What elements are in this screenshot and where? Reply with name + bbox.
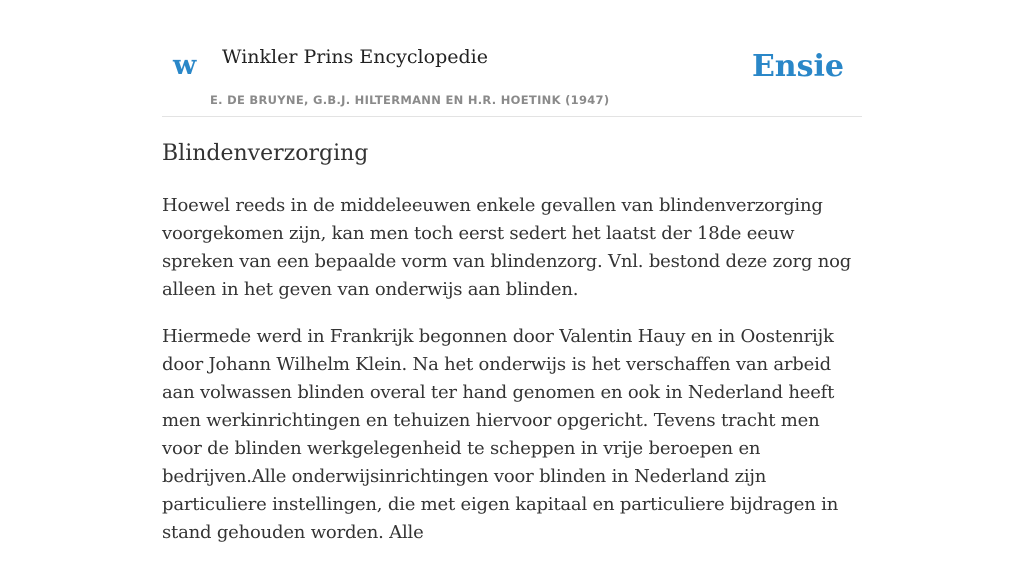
article-body — [162, 192, 862, 547]
winkler-prins-logo[interactable]: w — [173, 50, 197, 81]
article-title: Blindenverzorging — [162, 141, 369, 166]
encyclopedia-title[interactable]: Winkler Prins Encyclopedie — [222, 46, 488, 68]
encyclopedia-authors: E. DE BRUYNE, G.B.J. HILTERMANN EN H.R. HOETINK (1947) — [210, 93, 610, 107]
article-paragraph-1: Hoewel reeds in de middeleeuwen enkele gevallen van blindenverzorging voorgekomen zijn, kan men toch eerst sedert het laatst der 18de eeuw spreken van een bepaalde vorm van blindenzorg. Vnl. bestond deze zorg nog alleen in het geven van onderwijs aan blinden. — [162, 195, 852, 300]
article — [162, 138, 862, 566]
ensie-logo[interactable]: Ensie — [751, 49, 844, 84]
page-header — [162, 0, 862, 117]
article-paragraph-2: Hiermede werd in Frankrijk begonnen door Valentin Hauy en in Oostenrijk door Johann Wilhelm Klein. Na het onderwijs is het verschaffen van arbeid aan volwassen blinden overal ter hand genomen en ook in Nederland heeft men werkinrichtingen en tehuizen hiervoor opgericht. Tevens tracht men voor de blinden werkgelegenheid te scheppen in vrije beroepen en bedrijven.Alle onderwijsinrichtingen voor blinden in Nederland zijn particuliere instellingen, die met eigen kapitaal en particuliere bijdragen in stand gehouden worden. Alle — [162, 326, 839, 543]
